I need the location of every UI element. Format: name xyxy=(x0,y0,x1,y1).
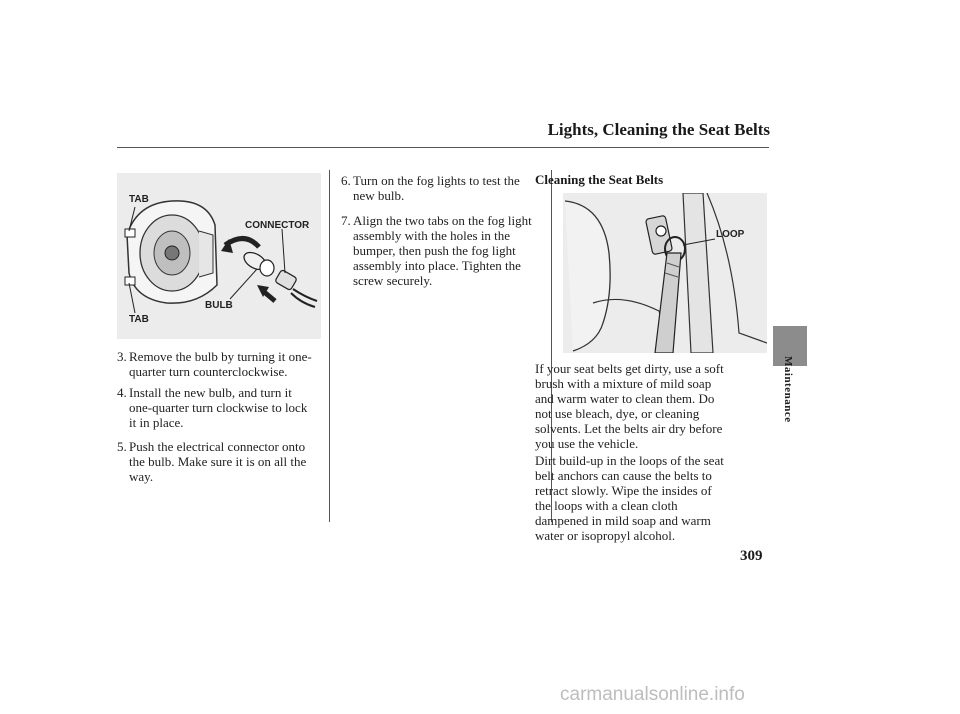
step-line: Turn on the fog lights to test the xyxy=(353,173,520,188)
step-line: Align the two tabs on the fog light xyxy=(353,213,532,228)
step-number: 3. xyxy=(117,349,127,364)
section-heading: Cleaning the Seat Belts xyxy=(535,172,664,187)
step-line: the bulb. Make sure it is on all the xyxy=(129,454,307,469)
loop-label: LOOP xyxy=(716,229,745,240)
seat-belt-illustration xyxy=(563,193,767,353)
step-line: bumper, then push the fog light xyxy=(353,243,516,258)
watermark-text: carmanualsonline.info xyxy=(560,684,745,705)
bulb-label: BULB xyxy=(205,300,233,311)
step-line: way. xyxy=(129,469,154,484)
tab-bottom-label: TAB xyxy=(129,314,149,325)
paragraph-line: water or isopropyl alcohol. xyxy=(535,528,676,543)
step-line: Install the new bulb, and turn it xyxy=(129,385,292,400)
paragraph-line: not use bleach, dye, or cleaning xyxy=(535,406,700,421)
tab-top-label: TAB xyxy=(129,194,149,205)
step-number: 7. xyxy=(341,213,351,228)
title-divider xyxy=(117,147,769,148)
paragraph-line: retract slowly. Wipe the insides of xyxy=(535,483,712,498)
connector-label: CONNECTOR xyxy=(245,220,310,231)
cleaning-paragraph-1 xyxy=(535,361,770,451)
paragraph-line: If your seat belts get dirty, use a soft xyxy=(535,361,724,376)
paragraph-line: brush with a mixture of mild soap xyxy=(535,376,712,391)
step-line: one-quarter turn clockwise to lock xyxy=(129,400,308,415)
seat-belt-figure xyxy=(563,193,767,353)
page-title: Lights, Cleaning the Seat Belts xyxy=(547,120,770,139)
step-number: 4. xyxy=(117,385,127,400)
paragraph-line: Dirt build-up in the loops of the seat xyxy=(535,453,724,468)
paragraph-line: solvents. Let the belts air dry before xyxy=(535,421,723,436)
fog-light-figure xyxy=(117,173,321,339)
step-line: Remove the bulb by turning it one- xyxy=(129,349,312,364)
paragraph-line: belt anchors can cause the belts to xyxy=(535,468,712,483)
step-line: new bulb. xyxy=(353,188,405,203)
paragraph-line: and warm water to clean them. Do xyxy=(535,391,715,406)
step-line: Push the electrical connector onto xyxy=(129,439,306,454)
cleaning-paragraph-2 xyxy=(535,453,770,543)
step-number: 6. xyxy=(341,173,351,188)
step-line: screw securely. xyxy=(353,273,433,288)
step-line: assembly into place. Tighten the xyxy=(353,258,521,273)
step-line: quarter turn counterclockwise. xyxy=(129,364,288,379)
paragraph-line: you use the vehicle. xyxy=(535,436,639,451)
section-side-label: Maintenance xyxy=(782,356,794,423)
page-number: 309 xyxy=(740,548,763,564)
step-line: assembly with the holes in the xyxy=(353,228,511,243)
paragraph-line: dampened in mild soap and warm xyxy=(535,513,711,528)
step-number: 5. xyxy=(117,439,127,454)
step-line: it in place. xyxy=(129,415,184,430)
column-divider-left xyxy=(329,170,330,522)
paragraph-line: the loops with a clean cloth xyxy=(535,498,678,513)
